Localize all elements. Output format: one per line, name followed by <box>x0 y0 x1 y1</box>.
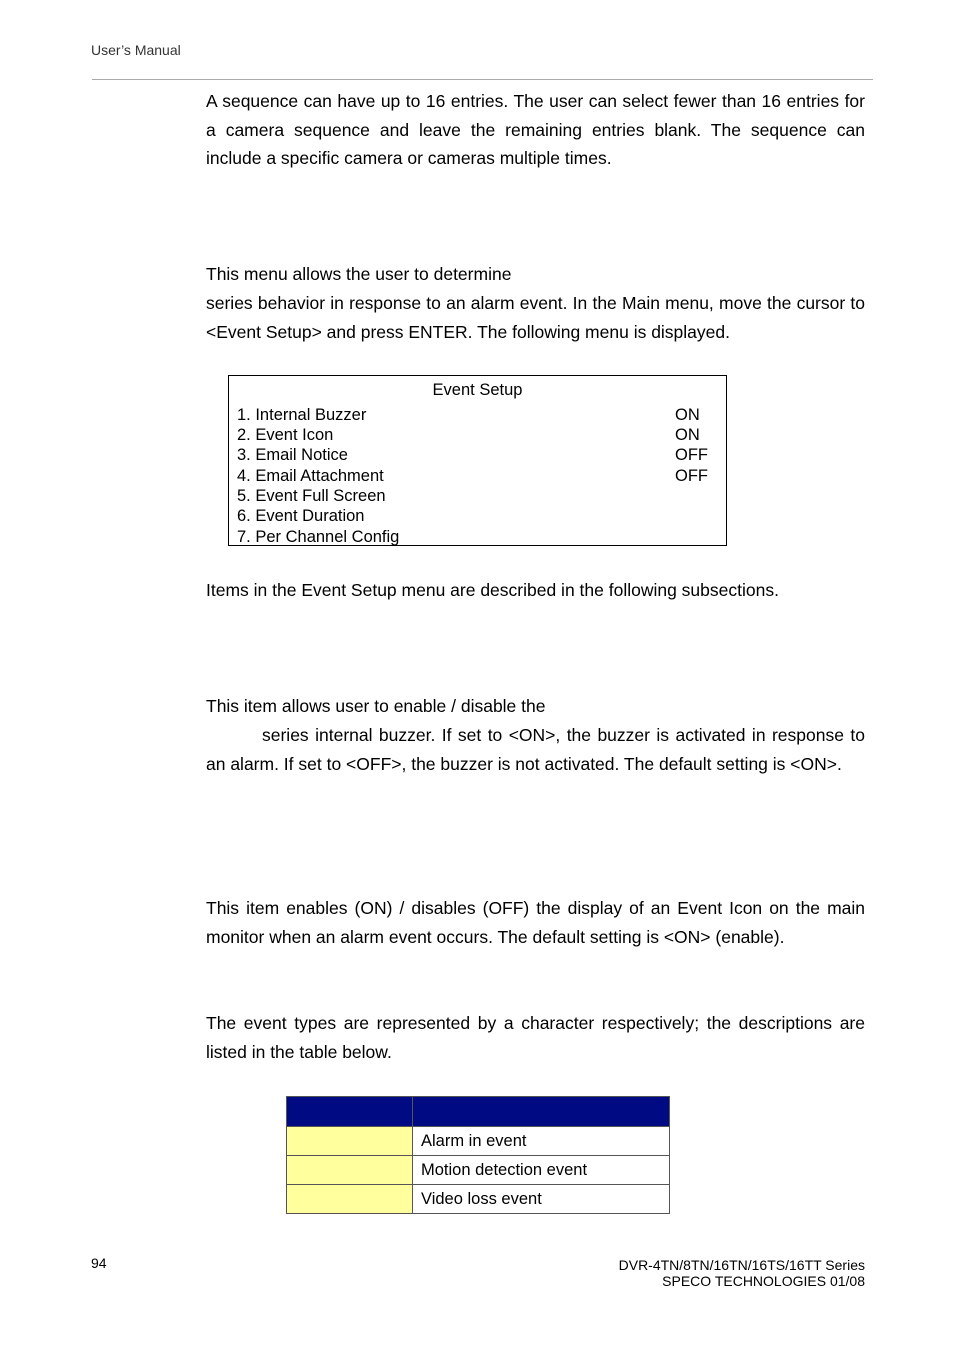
event-types-paragraph: The event types are represented by a character respectively; the descriptions are listed in the table below. <box>206 1013 865 1062</box>
running-header: User’s Manual <box>91 42 181 58</box>
menu-value-event-icon: ON <box>675 426 700 444</box>
menu-item-event-icon: 2. Event Icon <box>237 426 334 444</box>
table-row <box>287 1156 670 1185</box>
table-header-description <box>413 1097 670 1127</box>
event-type-table <box>286 1096 670 1214</box>
event-code-cell <box>287 1156 413 1185</box>
sequence-paragraph: A sequence can have up to 16 entries. The user can select fewer than 16 entries for a camera sequence and leave the remaining entries blank. The sequence can include a specific camera or cameras multiple times. <box>206 91 865 169</box>
menu-item-email-attachment: 4. Email Attachment <box>237 467 384 485</box>
internal-buzzer-paragraph: series internal buzzer. If set to <ON>, the buzzer is activated in response to an alarm. If set to <OFF>, the buzzer is not activated. The default setting is <ON>. <box>206 725 865 774</box>
menu-value-internal-buzzer: ON <box>675 406 700 424</box>
subsections-paragraph: Items in the Event Setup menu are described in the following subsections. <box>206 580 779 600</box>
table-row <box>287 1127 670 1156</box>
event-code-cell <box>287 1185 413 1214</box>
event-setup-intro-paragraph: series behavior in response to an alarm event. In the Main menu, move the cursor to <Event Setup> and press ENTER. The following menu is displayed. <box>206 293 865 342</box>
menu-item-event-duration: 6. Event Duration <box>237 507 365 525</box>
table-row <box>287 1185 670 1214</box>
menu-item-internal-buzzer: 1. Internal Buzzer <box>237 406 367 424</box>
event-description-cell: Video loss event <box>413 1185 670 1214</box>
event-description-cell: Alarm in event <box>413 1127 670 1156</box>
menu-item-per-channel-config: 7. Per Channel Config <box>237 528 400 546</box>
page-number: 94 <box>91 1255 107 1271</box>
table-header-row <box>287 1097 670 1127</box>
menu-value-email-notice: OFF <box>675 446 708 464</box>
menu-title: Event Setup <box>432 381 523 399</box>
event-description-cell: Motion detection event <box>413 1156 670 1185</box>
table-header-code <box>287 1097 413 1127</box>
menu-value-email-attachment: OFF <box>675 467 708 485</box>
event-icon-paragraph: This item enables (ON) / disables (OFF) the display of an Event Icon on the main monitor when an alarm event occurs. The default setting is <ON> (enable). <box>206 898 865 947</box>
menu-item-event-full-screen: 5. Event Full Screen <box>237 487 386 505</box>
event-setup-intro-line: This menu allows the user to determine <box>206 264 512 284</box>
menu-item-email-notice: 3. Email Notice <box>237 446 348 464</box>
footer <box>619 1257 865 1289</box>
event-code-cell <box>287 1127 413 1156</box>
event-setup-menu <box>228 375 727 546</box>
internal-buzzer-intro-line: This item allows user to enable / disable the <box>206 696 546 716</box>
header-divider <box>92 79 873 80</box>
footer-series: DVR-4TN/8TN/16TN/16TS/16TT Series <box>618 1257 865 1273</box>
footer-company: SPECO TECHNOLOGIES 01/08 <box>662 1273 865 1289</box>
